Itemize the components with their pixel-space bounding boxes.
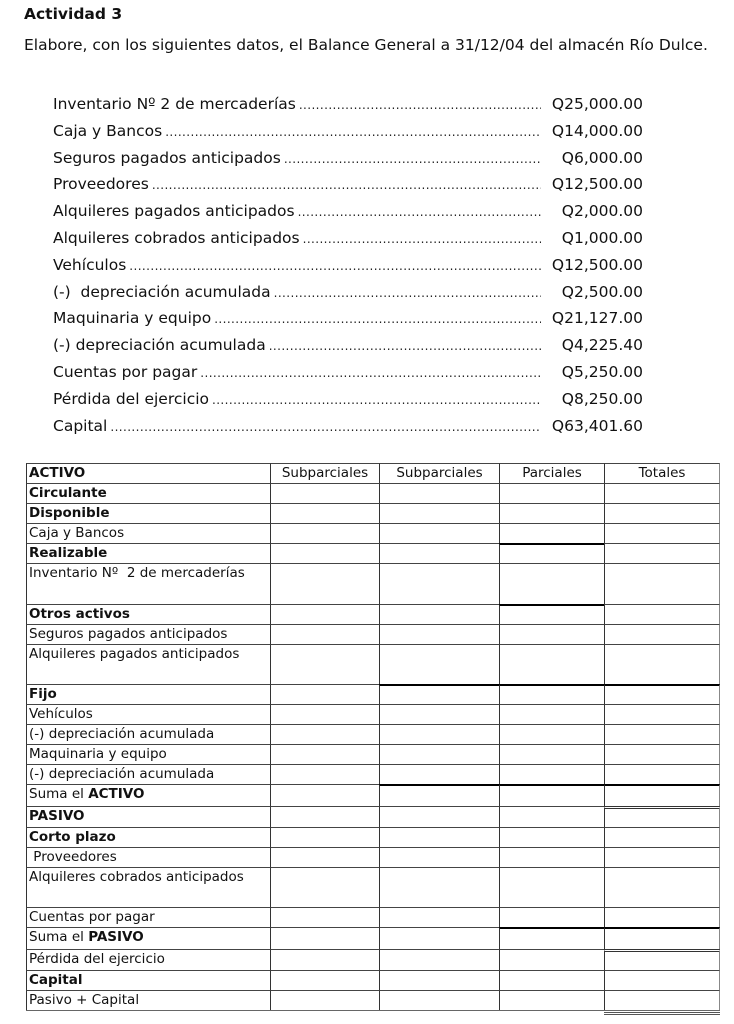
row-label: Inventario Nº 2 de mercaderías xyxy=(26,563,270,604)
table-row xyxy=(26,806,720,827)
row-label: Proveedores xyxy=(26,847,270,867)
subparciales-1-cell[interactable] xyxy=(270,847,379,867)
totales-cell[interactable] xyxy=(604,784,720,806)
totales-cell[interactable] xyxy=(604,604,720,624)
parciales-cell[interactable] xyxy=(499,523,604,543)
subparciales-1-cell[interactable] xyxy=(270,907,379,927)
parciales-cell[interactable] xyxy=(499,764,604,784)
data-item-value: Q2,500.00 xyxy=(561,282,643,301)
subparciales-1-cell[interactable] xyxy=(270,543,379,563)
data-item-label: Maquinaria y equipo xyxy=(53,309,212,328)
data-item xyxy=(53,417,643,444)
subparciales-1-cell[interactable] xyxy=(270,927,379,949)
subparciales-1-cell[interactable] xyxy=(270,949,379,970)
parciales-cell[interactable] xyxy=(499,563,604,604)
subparciales-1-cell[interactable] xyxy=(270,764,379,784)
row-label: Alquileres cobrados anticipados xyxy=(26,867,270,907)
row-label: Circulante xyxy=(26,483,270,503)
header-activo: ACTIVO xyxy=(26,463,270,483)
data-item-value: Q5,250.00 xyxy=(561,362,643,381)
subparciales-1-cell[interactable] xyxy=(270,990,379,1010)
subparciales-2-cell[interactable] xyxy=(379,927,499,949)
subparciales-1-cell[interactable] xyxy=(270,724,379,744)
data-item xyxy=(53,202,643,229)
leader-dots xyxy=(269,339,541,353)
totales-cell[interactable] xyxy=(604,724,720,744)
subparciales-1-cell[interactable] xyxy=(270,806,379,827)
parciales-cell[interactable] xyxy=(499,704,604,724)
parciales-cell[interactable] xyxy=(499,927,604,949)
row-label xyxy=(26,784,270,806)
data-item-value: Q8,250.00 xyxy=(561,389,643,408)
table-row xyxy=(26,543,720,563)
data-item xyxy=(53,309,643,336)
totales-double-underline xyxy=(604,1012,720,1015)
row-label-prefix: Suma el xyxy=(29,786,89,802)
data-item xyxy=(53,229,643,256)
data-list xyxy=(53,95,643,443)
leader-dots xyxy=(298,205,541,219)
leader-dots xyxy=(274,286,541,300)
subparciales-1-cell[interactable] xyxy=(270,684,379,704)
row-label: Alquileres pagados anticipados xyxy=(26,644,270,684)
leader-dots xyxy=(212,393,541,407)
row-label: (-) depreciación acumulada xyxy=(26,764,270,784)
data-item xyxy=(53,122,643,149)
data-item xyxy=(53,95,643,122)
subparciales-2-cell[interactable] xyxy=(379,744,499,764)
subparciales-2-cell[interactable] xyxy=(379,784,499,806)
header-subparciales-2: Subparciales xyxy=(379,463,499,483)
subparciales-1-cell[interactable] xyxy=(270,503,379,523)
totales-cell[interactable] xyxy=(604,744,720,764)
subparciales-2-cell[interactable] xyxy=(379,806,499,827)
data-item-value: Q12,500.00 xyxy=(551,175,643,194)
data-item-value: Q21,127.00 xyxy=(551,309,643,328)
subparciales-1-cell[interactable] xyxy=(270,523,379,543)
data-item xyxy=(53,256,643,283)
totales-cell[interactable] xyxy=(604,624,720,644)
table-bottom-border xyxy=(26,1010,720,1011)
totales-cell[interactable] xyxy=(604,927,720,949)
row-label: Otros activos xyxy=(26,604,270,624)
subparciales-2-cell[interactable] xyxy=(379,684,499,704)
leader-dots xyxy=(303,232,541,246)
table-row xyxy=(26,907,720,927)
data-item-label: Pérdida del ejercicio xyxy=(53,389,209,408)
data-item-value: Q12,500.00 xyxy=(551,255,643,274)
totales-cell[interactable] xyxy=(604,644,720,684)
subparciales-1-cell[interactable] xyxy=(270,970,379,990)
table-row xyxy=(26,744,720,764)
row-label: Capital xyxy=(26,970,270,990)
parciales-cell[interactable] xyxy=(499,503,604,523)
totales-cell[interactable] xyxy=(604,704,720,724)
leader-dots xyxy=(129,259,541,273)
subparciales-2-cell[interactable] xyxy=(379,907,499,927)
leader-dots xyxy=(214,312,541,326)
subparciales-2-cell[interactable] xyxy=(379,867,499,907)
subparciales-1-cell[interactable] xyxy=(270,867,379,907)
data-item-value: Q25,000.00 xyxy=(551,95,643,113)
table-header-row xyxy=(26,463,720,483)
table-row xyxy=(26,764,720,784)
subparciales-1-cell[interactable] xyxy=(270,704,379,724)
data-item xyxy=(53,283,643,310)
row-label-bold: ACTIVO xyxy=(88,786,145,802)
table-row xyxy=(26,784,720,806)
totales-cell[interactable] xyxy=(604,949,720,970)
data-item-label: (-) depreciación acumulada xyxy=(53,282,271,301)
subparciales-2-cell[interactable] xyxy=(379,827,499,847)
data-item-value: Q14,000.00 xyxy=(551,121,643,140)
subparciales-2-cell[interactable] xyxy=(379,990,499,1010)
subparciales-1-cell[interactable] xyxy=(270,604,379,624)
data-item-label: Alquileres cobrados anticipados xyxy=(53,228,300,247)
subparciales-2-cell[interactable] xyxy=(379,503,499,523)
header-totales: Totales xyxy=(604,463,720,483)
totales-cell[interactable] xyxy=(604,483,720,503)
row-label: Caja y Bancos xyxy=(26,523,270,543)
subparciales-2-cell[interactable] xyxy=(379,764,499,784)
table-row xyxy=(26,927,720,949)
instructions: Elabore, con los siguientes datos, el Balance General a 31/12/04 del almacén Río Dulce. xyxy=(24,36,708,54)
totales-cell[interactable] xyxy=(604,847,720,867)
subparciales-2-cell[interactable] xyxy=(379,724,499,744)
parciales-cell[interactable] xyxy=(499,744,604,764)
parciales-cell[interactable] xyxy=(499,543,604,563)
parciales-cell[interactable] xyxy=(499,483,604,503)
parciales-cell[interactable] xyxy=(499,644,604,684)
subparciales-2-cell[interactable] xyxy=(379,483,499,503)
table-row xyxy=(26,604,720,624)
table-row xyxy=(26,704,720,724)
totales-cell[interactable] xyxy=(604,503,720,523)
data-item xyxy=(53,149,643,176)
row-label-bold: PASIVO xyxy=(88,929,144,945)
subparciales-2-cell[interactable] xyxy=(379,704,499,724)
parciales-cell[interactable] xyxy=(499,827,604,847)
row-label: Fijo xyxy=(26,684,270,704)
subparciales-2-cell[interactable] xyxy=(379,644,499,684)
data-item xyxy=(53,390,643,417)
data-item-label: Vehículos xyxy=(53,255,127,274)
data-item xyxy=(53,175,643,202)
subparciales-2-cell[interactable] xyxy=(379,970,499,990)
subparciales-2-cell[interactable] xyxy=(379,949,499,970)
data-item-label: Caja y Bancos xyxy=(53,121,163,140)
leader-dots xyxy=(152,178,541,192)
totales-cell[interactable] xyxy=(604,523,720,543)
totales-cell[interactable] xyxy=(604,907,720,927)
parciales-cell[interactable] xyxy=(499,784,604,806)
row-label: PASIVO xyxy=(26,806,270,827)
header-parciales: Parciales xyxy=(499,463,604,483)
parciales-cell[interactable] xyxy=(499,604,604,624)
parciales-cell[interactable] xyxy=(499,684,604,704)
data-item-value: Q63,401.60 xyxy=(551,416,643,435)
subparciales-1-cell[interactable] xyxy=(270,624,379,644)
parciales-cell[interactable] xyxy=(499,990,604,1010)
subparciales-2-cell[interactable] xyxy=(379,847,499,867)
row-label: Corto plazo xyxy=(26,827,270,847)
row-label: Pérdida del ejercicio xyxy=(26,949,270,970)
table-row xyxy=(26,847,720,867)
table-row xyxy=(26,724,720,744)
totales-cell[interactable] xyxy=(604,563,720,604)
subparciales-1-cell[interactable] xyxy=(270,483,379,503)
table-row xyxy=(26,483,720,503)
totales-cell[interactable] xyxy=(604,543,720,563)
data-item-label: Capital xyxy=(53,416,108,435)
table-row xyxy=(26,624,720,644)
table-row xyxy=(26,644,720,684)
table-row xyxy=(26,867,720,907)
table-row xyxy=(26,503,720,523)
parciales-cell[interactable] xyxy=(499,867,604,907)
data-item-label: Proveedores xyxy=(53,175,149,194)
table-row xyxy=(26,827,720,847)
parciales-cell[interactable] xyxy=(499,970,604,990)
data-item-value: Q4,225.40 xyxy=(561,336,643,355)
data-item-label: Cuentas por pagar xyxy=(53,362,198,381)
parciales-cell[interactable] xyxy=(499,949,604,970)
data-item-label: Alquileres pagados anticipados xyxy=(53,202,295,221)
row-label: (-) depreciación acumulada xyxy=(26,724,270,744)
parciales-cell[interactable] xyxy=(499,806,604,827)
row-label: Cuentas por pagar xyxy=(26,907,270,927)
subparciales-1-cell[interactable] xyxy=(270,644,379,684)
leader-dots xyxy=(284,152,541,166)
subparciales-1-cell[interactable] xyxy=(270,744,379,764)
header-subparciales-1: Subparciales xyxy=(270,463,379,483)
data-item-value: Q1,000.00 xyxy=(561,228,643,247)
parciales-cell[interactable] xyxy=(499,907,604,927)
totales-cell[interactable] xyxy=(604,867,720,907)
totales-cell[interactable] xyxy=(604,806,720,827)
row-label: Pasivo + Capital xyxy=(26,990,270,1010)
row-label xyxy=(26,927,270,949)
table-row xyxy=(26,563,720,604)
row-label: Vehículos xyxy=(26,704,270,724)
subparciales-2-cell[interactable] xyxy=(379,563,499,604)
leader-dots xyxy=(200,366,541,380)
row-label: Realizable xyxy=(26,543,270,563)
totales-cell[interactable] xyxy=(604,970,720,990)
subparciales-2-cell[interactable] xyxy=(379,543,499,563)
row-label-prefix: Suma el xyxy=(29,929,89,945)
table-row xyxy=(26,523,720,543)
parciales-cell[interactable] xyxy=(499,847,604,867)
subparciales-2-cell[interactable] xyxy=(379,523,499,543)
data-item-label: Inventario Nº 2 de mercaderías xyxy=(53,95,296,113)
subparciales-2-cell[interactable] xyxy=(379,624,499,644)
leader-dots xyxy=(299,98,541,112)
row-label: Maquinaria y equipo xyxy=(26,744,270,764)
data-item xyxy=(53,336,643,363)
row-label: Seguros pagados anticipados xyxy=(26,624,270,644)
subparciales-1-cell[interactable] xyxy=(270,784,379,806)
table-row xyxy=(26,949,720,970)
data-item-label: Seguros pagados anticipados xyxy=(53,148,281,167)
table-row xyxy=(26,990,720,1010)
totales-cell[interactable] xyxy=(604,684,720,704)
data-item xyxy=(53,363,643,390)
parciales-cell[interactable] xyxy=(499,724,604,744)
leader-dots xyxy=(165,125,541,139)
activity-title: Actividad 3 xyxy=(24,5,123,23)
leader-dots xyxy=(110,420,541,434)
totales-cell[interactable] xyxy=(604,764,720,784)
parciales-cell[interactable] xyxy=(499,624,604,644)
data-item-value: Q6,000.00 xyxy=(561,148,643,167)
subparciales-1-cell[interactable] xyxy=(270,563,379,604)
data-item-label: (-) depreciación acumulada xyxy=(53,336,266,355)
table-row xyxy=(26,684,720,704)
table-row xyxy=(26,970,720,990)
subparciales-1-cell[interactable] xyxy=(270,827,379,847)
totales-cell[interactable] xyxy=(604,827,720,847)
subparciales-2-cell[interactable] xyxy=(379,604,499,624)
row-label: Disponible xyxy=(26,503,270,523)
totales-cell[interactable] xyxy=(604,990,720,1010)
data-item-value: Q2,000.00 xyxy=(561,202,643,221)
